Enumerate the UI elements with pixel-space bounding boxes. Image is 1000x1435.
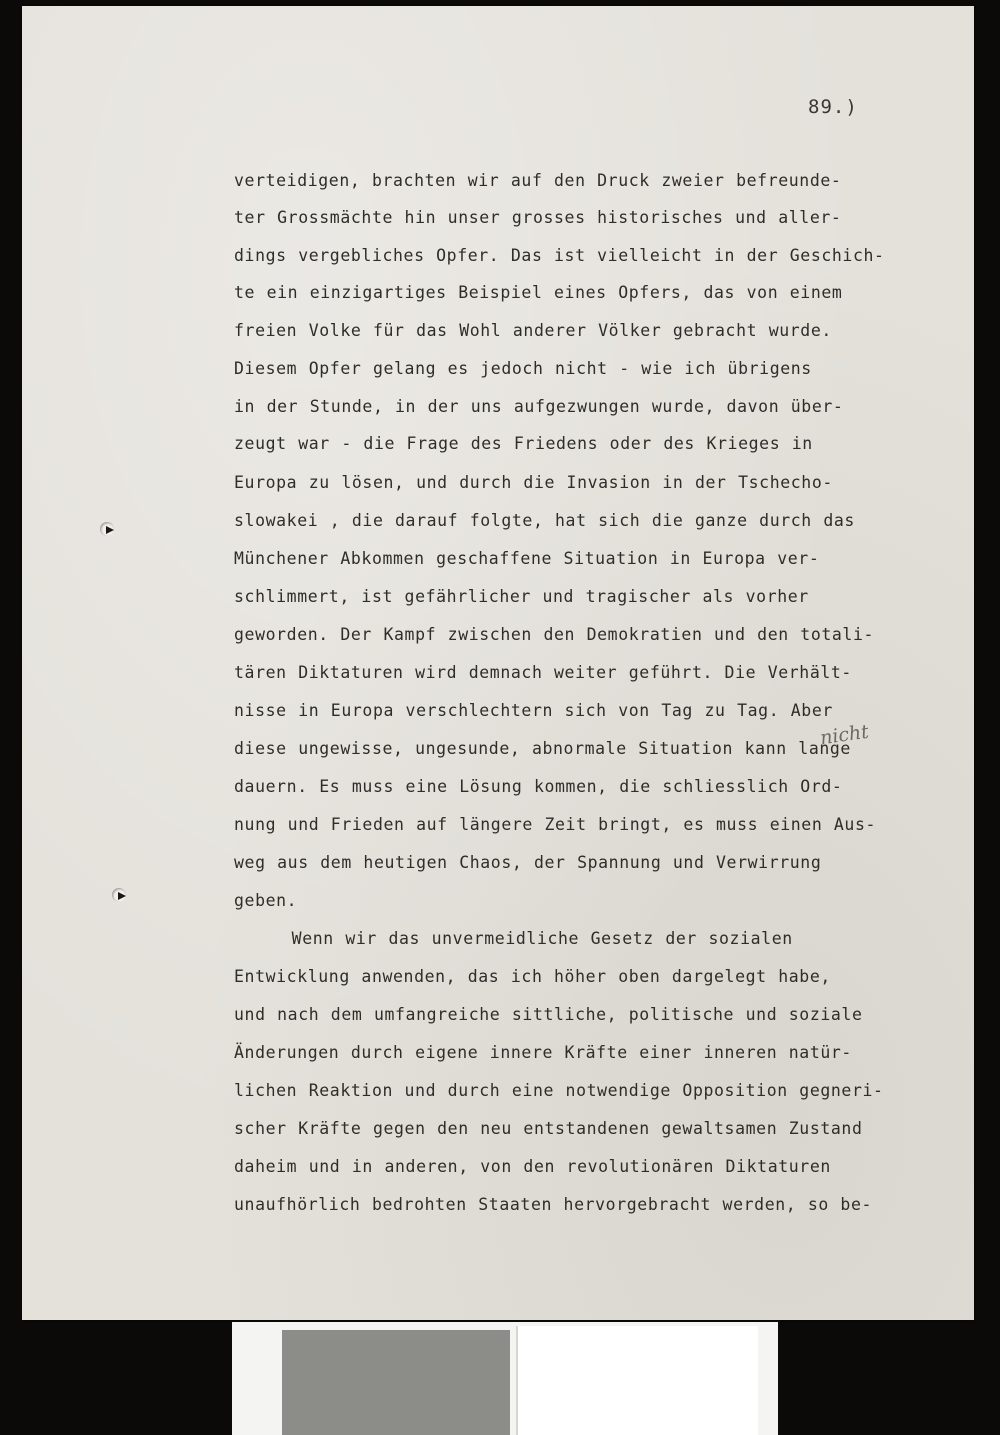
text-line: dauern. Es muss eine Lösung kommen, die schliesslich Ord- bbox=[234, 777, 843, 796]
text-line: daheim und in anderen, von den revolutionären Diktaturen bbox=[234, 1157, 831, 1176]
text-line: Wenn wir das unvermeidliche Gesetz der sozialen bbox=[234, 929, 793, 948]
handwritten-annotation: nicht bbox=[818, 720, 871, 750]
text-line: freien Volke für das Wohl anderer Völker gebracht wurde. bbox=[234, 321, 832, 340]
text-line: Diesem Opfer gelang es jedoch nicht - wie ich übrigens bbox=[234, 359, 812, 378]
text-line: tären Diktaturen wird demnach weiter geführt. Die Verhält- bbox=[234, 663, 852, 682]
text-line: Europa zu lösen, und durch die Invasion in der Tschecho- bbox=[234, 473, 833, 492]
punch-hole bbox=[112, 888, 126, 902]
text-line: slowakei , die darauf folgte, hat sich die ganze durch das bbox=[234, 511, 855, 530]
text-line: scher Kräfte gegen den neu entstandenen gewaltsamen Zustand bbox=[234, 1119, 863, 1138]
text-line: nisse in Europa verschlechtern sich von Tag zu Tag. Aber bbox=[234, 701, 833, 720]
text-line: Münchener Abkommen geschaffene Situation in Europa ver- bbox=[234, 549, 820, 568]
page-number: 89.) bbox=[808, 96, 858, 118]
text-line: lichen Reaktion und durch eine notwendige Opposition gegneri- bbox=[234, 1081, 884, 1100]
text-line: Änderungen durch eigene innere Kräfte einer inneren natür- bbox=[234, 1043, 852, 1062]
text-line: zeugt war - die Frage des Friedens oder des Krieges in bbox=[234, 434, 813, 453]
text-line: nung und Frieden auf längere Zeit bringt, es muss einen Aus- bbox=[234, 815, 877, 834]
text-line: weg aus dem heutigen Chaos, der Spannung und Verwirrung bbox=[234, 853, 822, 872]
text-line: Entwicklung anwenden, das ich höher oben dargelegt habe, bbox=[234, 967, 831, 986]
white-reference-card bbox=[516, 1326, 758, 1435]
gray-reference-card bbox=[282, 1330, 510, 1435]
text-line: ter Grossmächte hin unser grosses historisches und aller- bbox=[234, 208, 842, 227]
text-line: diese ungewisse, ungesunde, abnormale Situation kann lange bbox=[234, 739, 851, 758]
punch-hole bbox=[100, 522, 114, 536]
text-line: geben. bbox=[234, 891, 298, 910]
text-line: te ein einzigartiges Beispiel eines Opfers, das von einem bbox=[234, 283, 843, 302]
text-line: und nach dem umfangreiche sittliche, politische und soziale bbox=[234, 1005, 863, 1024]
text-line: geworden. Der Kampf zwischen den Demokratien und den totali- bbox=[234, 625, 875, 644]
text-line: unaufhörlich bedrohten Staaten hervorgebracht werden, so be- bbox=[234, 1195, 873, 1214]
text-line: schlimmert, ist gefährlicher und tragischer als vorher bbox=[234, 587, 809, 606]
text-line: verteidigen, brachten wir auf den Druck zweier befreunde- bbox=[234, 171, 842, 190]
text-line: dings vergebliches Opfer. Das ist vielleicht in der Geschich- bbox=[234, 246, 885, 265]
text-line: in der Stunde, in der uns aufgezwungen wurde, davon über- bbox=[234, 397, 844, 416]
